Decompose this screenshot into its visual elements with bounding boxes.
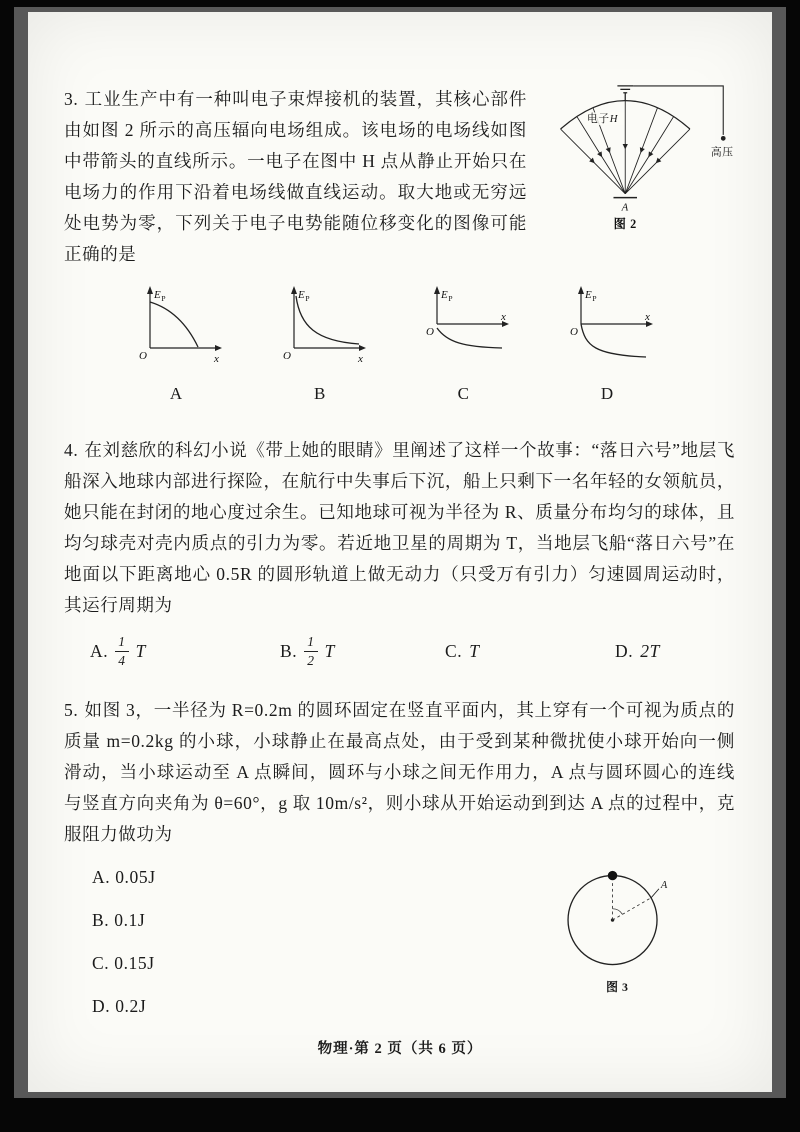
question-5-text [64,695,735,850]
graph-letter: C [457,384,469,403]
radius-to-a-line [613,898,652,920]
figure-2-caption: 图 2 [613,217,637,232]
svg-text:x: x [357,353,364,365]
question-number: 4. [64,440,79,460]
point-a-pointer [651,889,659,898]
answer-graphs-row [128,284,655,409]
period-symbol: T [135,640,146,661]
option-b: B. 0.1J [92,910,146,930]
figure-3 [551,846,693,1006]
svg-text:x: x [501,311,507,323]
option-c: C. 0.15J [92,953,155,973]
question-body: 工业生产中有一种叫电子束焊接机的装置，其核心部件由如图 2 所示的高压辐向电场组成。该电场的电场线如图中带箭头的直线所示。一电子在图中 H 点从静止开始只在电场力的作用下沿着电场线做直线运动。取大地或无穷远处电势为零，下列关于电子电势能随位移变化的图像可能正确的是 [64,89,527,264]
option-label: B. [280,640,298,661]
ep-x-graph-c [415,284,511,376]
fraction: $\frac{1}{4}$ [115,635,128,667]
ground-icon [617,86,633,101]
option-a [90,635,280,667]
option-c [445,636,615,667]
svg-text:O: O [426,326,435,338]
question-5 [64,695,735,1021]
period-symbol: 2T [640,640,660,661]
question-number: 5. [64,700,79,720]
option-d: D. 0.2J [92,996,147,1016]
ep-x-graph-d [559,284,655,376]
svg-text:EP: $E_P$ [154,289,167,303]
svg-text:x: x [214,353,220,365]
question-4-text [64,435,735,621]
exam-page [28,12,772,1092]
option-label: D. [615,640,634,661]
option-d [615,636,660,667]
svg-text:O: O [569,326,579,338]
option-a: A. 0.05J [92,867,156,887]
question-4-options [64,635,735,667]
graph-option-d [559,284,655,409]
svg-text:O: O [139,350,148,362]
option-label: C. [445,640,463,661]
ball [608,871,617,880]
question-4 [64,435,735,667]
graph-option-c [415,284,511,409]
page-footer: 物理·第 2 页（共 6 页） [317,1041,483,1057]
svg-text:x: x [644,311,651,323]
graph-letter: B [313,384,326,403]
period-symbol: T [469,640,480,661]
figure-3-drawing [551,846,693,996]
point-a-label: A [660,879,668,891]
svg-text:EP: $E_P$ [297,289,310,303]
question-body: 在刘慈欣的科幻小说《带上她的眼睛》里阐述了这样一个故事：“落日六号”地层飞船深入地球内部进行探险，在航行中失事后下沉，船上只剩下一名年轻的女领航员，她只能在封闭的地心度过余生。已知地球可视为半径为 R、质量分布均匀的球体，且均匀球壳对壳内质点的引力为零。若近地卫星的周期为 T，当地层飞船“落日六号”在地面以下距离地心 0.5R 的圆形轨道上做无动力（只受万有引力）匀速圆周运动时，其运行周期为 [64,440,735,615]
ep-x-graph-a [128,284,224,376]
high-voltage-label: 高压 [710,146,734,159]
question-3 [64,84,735,409]
figure-2 [539,78,735,243]
graph-letter: D [600,384,614,403]
period-symbol: T [324,640,335,661]
electron-point-label: 电子H [587,113,619,126]
graph-letter: A [169,384,183,403]
question-number: 3. [64,89,79,109]
high-voltage-terminal [721,136,726,141]
theta-arc [613,909,623,915]
figure-3-caption: 图 3 [606,980,629,995]
svg-text:EP: $E_P$ [584,289,598,303]
circuit-wire [633,86,723,135]
fraction: $\frac{1}{2}$ [304,635,317,667]
question-5-lower [64,862,735,1021]
question-body: 如图 3，一半径为 R=0.2m 的圆环固定在竖直平面内，其上穿有一个可视为质点的质量 m=0.2kg 的小球，小球静止在最高点处，由于受到某种微扰使小球开始向一侧滑动，当小球运动至 A 点瞬间，圆环与小球之间无作用力，A 点与圆环圆心的连线与竖直方向夹角为 θ=60°，g 取 10m/s²，则小球从开始运动到到达 A 点的过程中，克服阻力做功为 [64,700,735,844]
svg-text:EP: $E_P$ [441,289,454,303]
ep-x-graph-b [272,284,368,376]
figure-2-drawing [539,78,735,233]
graph-option-b [272,284,368,409]
option-label: A. [90,640,109,661]
point-a-label: A [621,201,629,214]
option-b [280,635,445,667]
graph-option-a [128,284,224,409]
svg-text:O: O [282,350,292,362]
